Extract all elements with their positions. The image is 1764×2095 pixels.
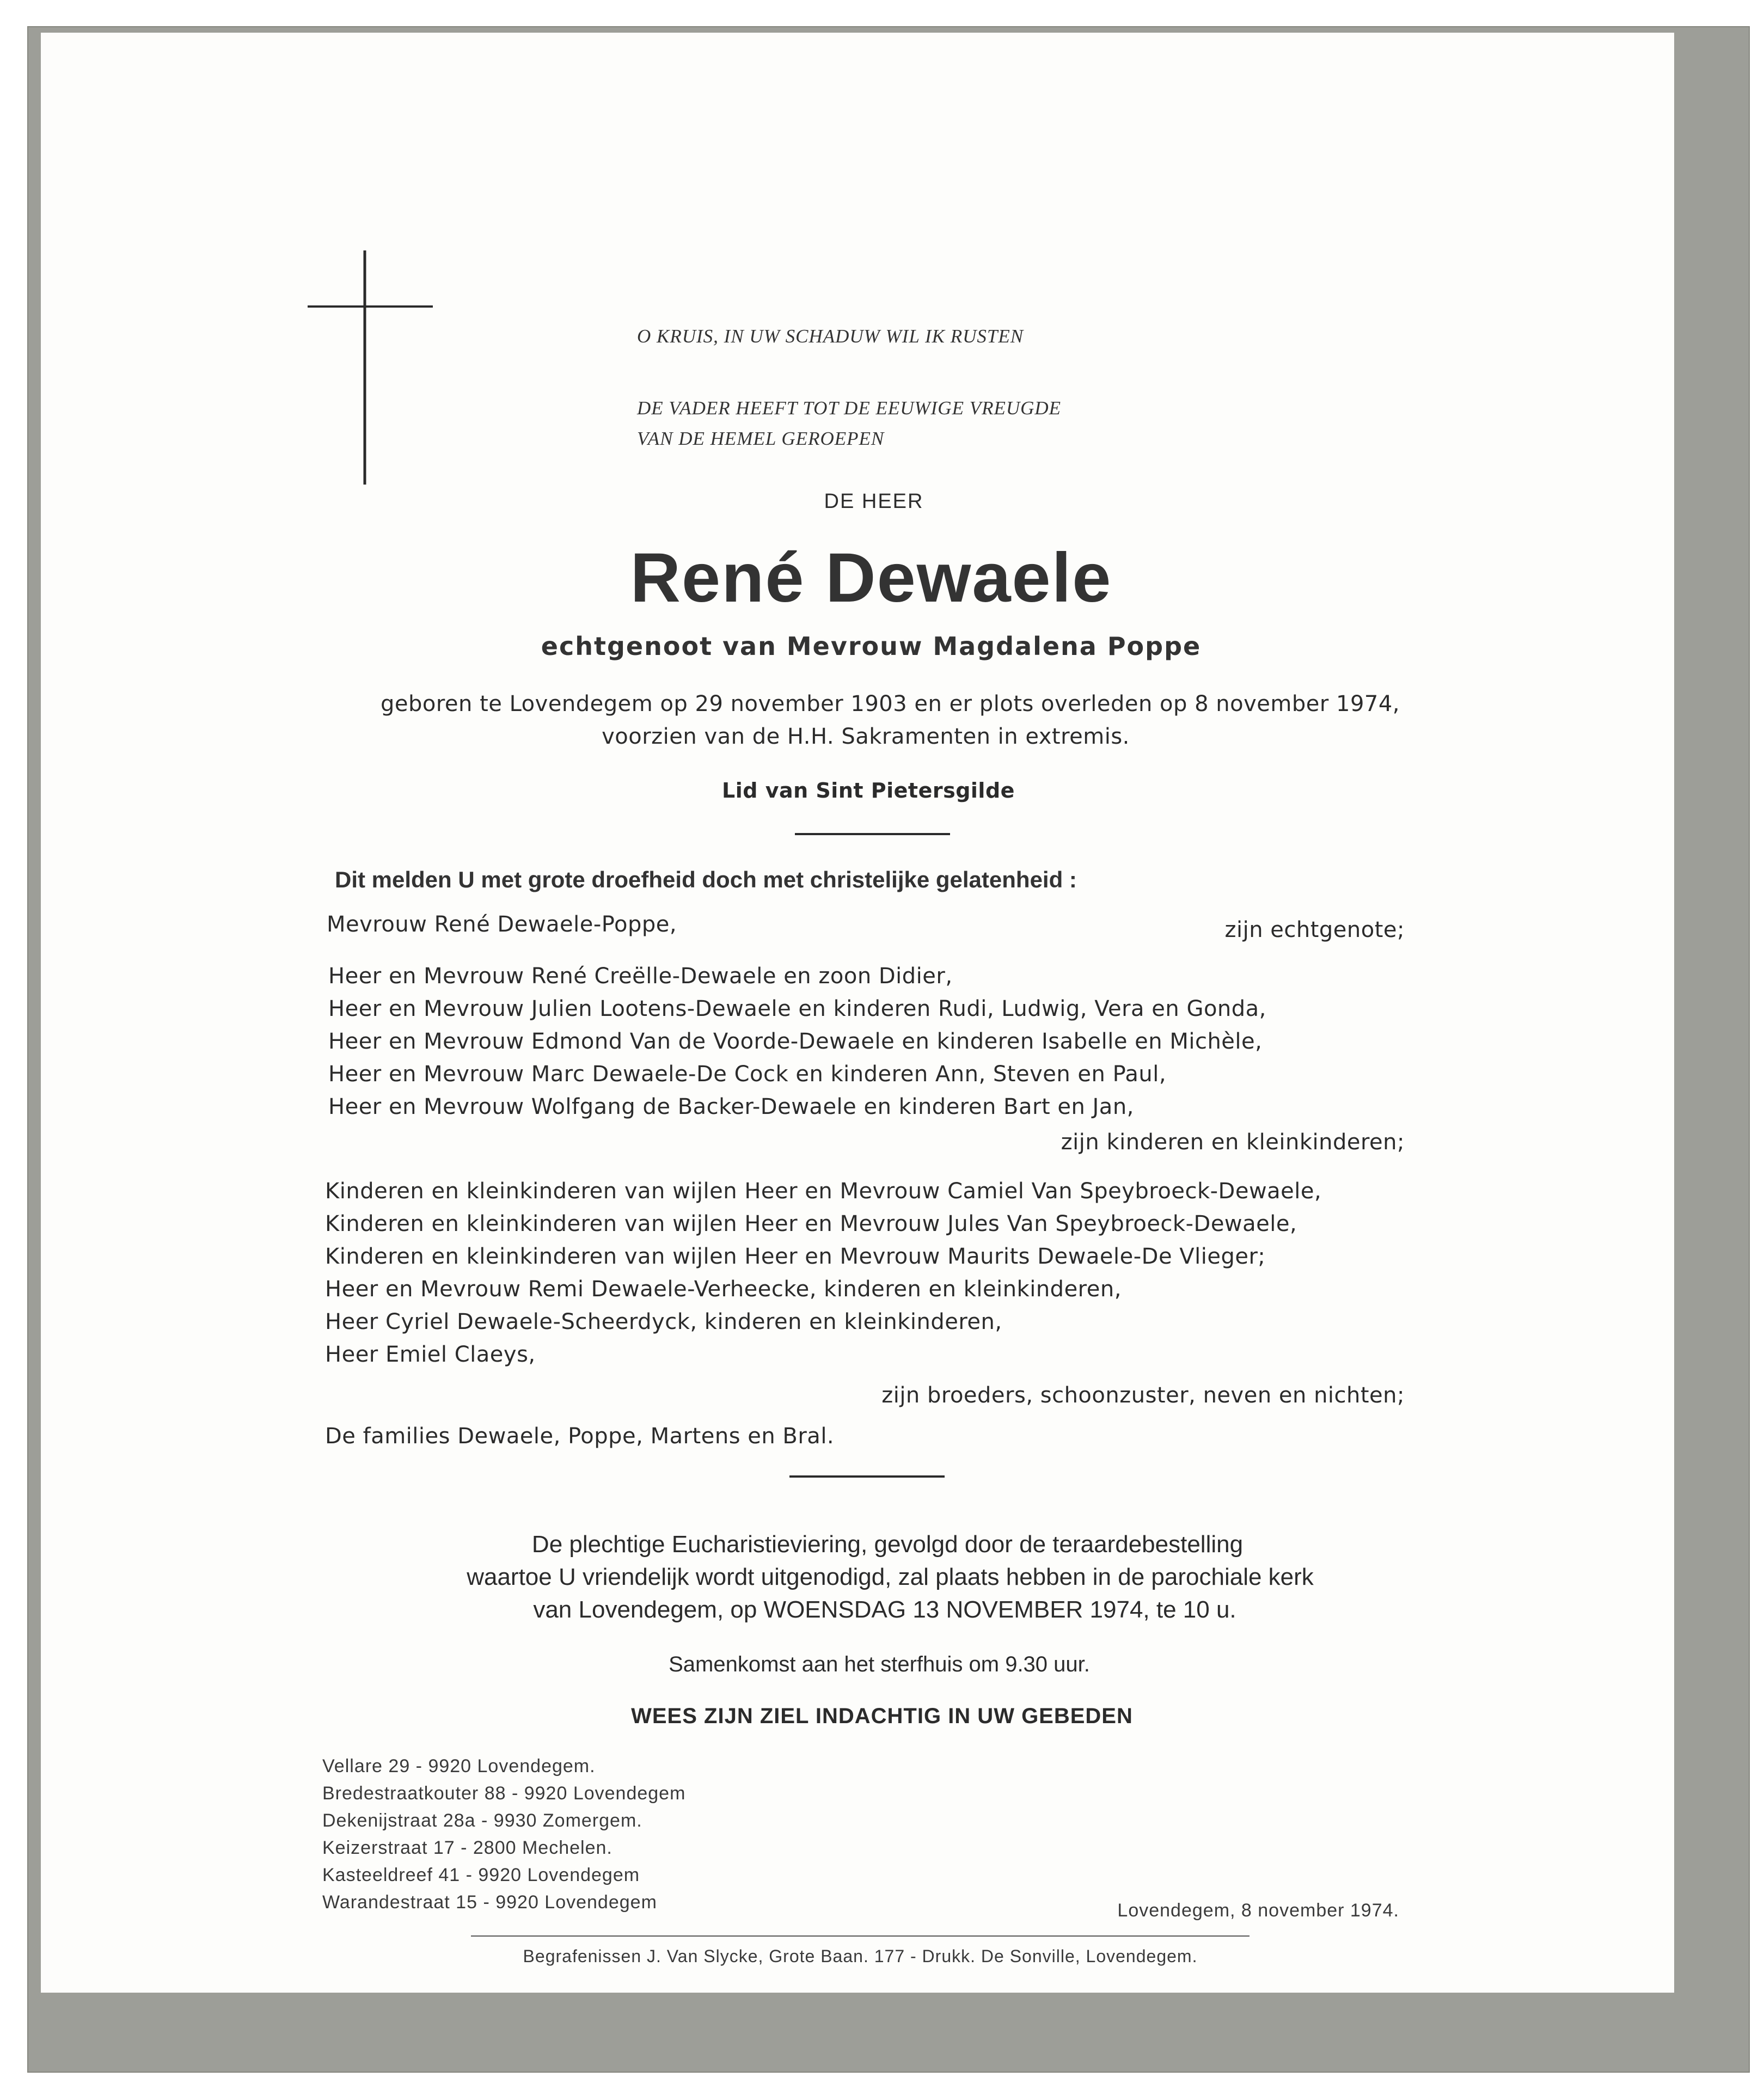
address-line: Warandestraat 15 - 9920 Lovendegem <box>322 1892 657 1913</box>
gathering-line: Samenkomst aan het sterfhuis om 9.30 uur. <box>669 1652 1090 1676</box>
divider <box>789 1475 945 1478</box>
families-line: De families Dewaele, Poppe, Martens en Bral. <box>325 1424 835 1449</box>
family-line: Heer en Mevrouw Edmond Van de Voorde-Dewaele en kinderen Isabelle en Michèle, <box>328 1029 1263 1054</box>
family-line: Kinderen en kleinkinderen van wijlen Heer en Mevrouw Camiel Van Speybroeck-Dewaele, <box>325 1179 1322 1204</box>
prayer-line: WEES ZIJN ZIEL INDACHTIG IN UW GEBEDEN <box>631 1704 1133 1728</box>
deceased-name: René Dewaele <box>630 539 1112 617</box>
verse-line: O KRUIS, IN UW SCHADUW WIL IK RUSTEN <box>637 326 1024 347</box>
address-line: Vellare 29 - 9920 Lovendegem. <box>322 1756 596 1777</box>
spouse-line: echtgenoot van Mevrouw Magdalena Poppe <box>541 632 1202 661</box>
family-line: Heer en Mevrouw Remi Dewaele-Verheecke, kinderen en kleinkinderen, <box>325 1277 1122 1302</box>
family-line: Heer en Mevrouw René Creëlle-Dewaele en zoon Didier, <box>328 964 953 989</box>
verse-line: DE VADER HEEFT TOT DE EEUWIGE VREUGDE <box>637 397 1062 419</box>
printer-line: Begrafenissen J. Van Slycke, Grote Baan. 177 - Drukk. De Sonville, Lovendegem. <box>523 1946 1198 1966</box>
birth-death-line: geboren te Lovendegem op 29 november 1903 en er plots overleden op 8 november 1974, <box>380 691 1400 716</box>
relation-label: zijn broeders, schoonzuster, neven en nichten; <box>881 1383 1405 1408</box>
relation-label: zijn kinderen en kleinkinderen; <box>1061 1130 1405 1155</box>
footer-rule <box>471 1935 1250 1937</box>
family-line: Heer en Mevrouw Julien Lootens-Dewaele en kinderen Rudi, Ludwig, Vera en Gonda, <box>328 996 1266 1021</box>
family-line: Heer en Mevrouw Wolfgang de Backer-Dewaele en kinderen Bart en Jan, <box>328 1094 1134 1119</box>
address-line: Keizerstraat 17 - 2800 Mechelen. <box>322 1837 612 1858</box>
memorial-card <box>41 33 1674 1993</box>
address-line: Kasteeldreef 41 - 9920 Lovendegem <box>322 1865 640 1885</box>
family-line: Kinderen en kleinkinderen van wijlen Heer en Mevrouw Jules Van Speybroeck-Dewaele, <box>325 1211 1297 1236</box>
service-line: waartoe U vriendelijk wordt uitgenodigd, zal plaats hebben in de parochiale kerk <box>467 1564 1314 1590</box>
membership-line: Lid van Sint Pietersgilde <box>722 779 1015 803</box>
service-line: van Lovendegem, op WOENSDAG 13 NOVEMBER 1974, te 10 u. <box>533 1596 1236 1623</box>
address-line: Bredestraatkouter 88 - 9920 Lovendegem <box>322 1783 686 1804</box>
address-line: Dekenijstraat 28a - 9930 Zomergem. <box>322 1810 642 1831</box>
spouse-entry: Mevrouw René Dewaele-Poppe, <box>327 912 677 937</box>
honorific: DE HEER <box>824 490 924 513</box>
relation-label: zijn echtgenote; <box>1224 917 1405 942</box>
family-line: Heer Emiel Claeys, <box>325 1342 536 1367</box>
cross-icon <box>308 250 438 490</box>
place-date: Lovendegem, 8 november 1974. <box>1117 1900 1399 1921</box>
family-line: Kinderen en kleinkinderen van wijlen Heer en Mevrouw Maurits Dewaele-De Vlieger; <box>325 1244 1266 1269</box>
sacraments-line: voorzien van de H.H. Sakramenten in extremis. <box>602 724 1130 749</box>
verse-line: VAN DE HEMEL GEROEPEN <box>637 428 885 449</box>
family-line: Heer Cyriel Dewaele-Scheerdyck, kinderen en kleinkinderen, <box>325 1309 1002 1334</box>
divider <box>795 833 950 835</box>
service-line: De plechtige Eucharistieviering, gevolgd door de teraardebestelling <box>531 1531 1244 1558</box>
family-line: Heer en Mevrouw Marc Dewaele-De Cock en kinderen Ann, Steven en Paul, <box>328 1062 1167 1087</box>
announcement: Dit melden U met grote droefheid doch met christelijke gelatenheid : <box>335 867 1077 892</box>
